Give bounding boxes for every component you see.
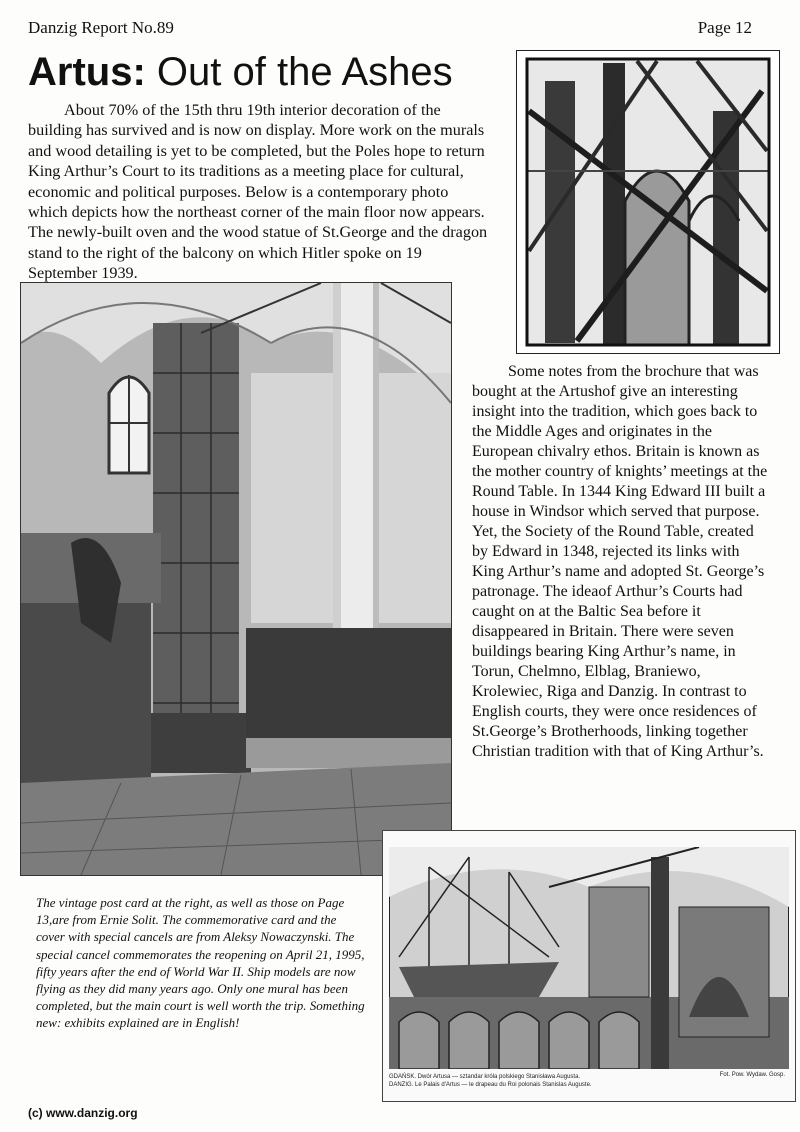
ruins-photo (516, 50, 780, 354)
postcard-caption (389, 1073, 689, 1089)
intro-text: About 70% of the 15th thru 19th interior decoration of the building has survived and is now on display. More work on the murals and wood detailing is yet to be completed, but the Poles hope to return King Arthur’s Court to its traditions as a meeting place for cultural, economic and political purposes. Below is a contemporary photo which depicts how the northeast corner of the main floor now appears. The newly-built oven and the wood statue of St.George and the dragon stand to the right of the balcony on which Hitler spoke on 19 September 1939. (28, 101, 488, 283)
photo-caption-text: The vintage post card at the right, as well as those on Page 13,are from Ernie Solit. The commemorative card and the cover with special cancels are from Aleksy Nowaczynski. The special cancel commemorates the reopening on April 21, 1995, fifty years after the end of World War II. Ship models are now flying as they did many years ago. Only one mural has been completed, but the main court is well worth the trip. Something new: exhibits explained are in English! (36, 895, 365, 1031)
vintage-postcard (382, 830, 796, 1102)
article-title (28, 48, 453, 96)
page-number: Page 12 (697, 18, 752, 37)
article-title-rest: Out of the Ashes (145, 50, 453, 94)
ruins-photo-image (517, 51, 779, 353)
postcard-image (389, 847, 789, 1069)
article-title-bold: Artus: (28, 50, 146, 94)
postcard-caption-line-2: DANZIG. Le Palais d'Artus — le drapeau du Roi polonais Stanislas Auguste. (389, 1082, 592, 1088)
photo-caption (36, 894, 368, 1032)
site-footer: (c) www.danzig.org (28, 1106, 138, 1120)
interior-photo (20, 282, 452, 876)
interior-photo-image (21, 283, 451, 875)
brochure-notes-text: Some notes from the brochure that was bought at the Artushof give an interesting insight into the tradition, which goes back to the Middle Ages and originates in the European chivalry ethos. Britain is known as the mother country of knights’ meetings at the Round Table. In 1344 King Edward III built a house in Windsor which served that purpose. Yet, the Society of the Round Table, created by Edward in 1348, rejected its links with King Arthur’s name and adopted St. George’s patronage. The ideaof Arthur’s Courts had caught on at the Baltic Sea before it disappeared in Britain. There were seven buildings bearing King Arthur’s name, in Torun, Chelmno, Elblag, Braniewo, Krolewiec, Riga and Danzig. In contrast to English courts, they were once residences of St.George’s Brotherhoods, linking together Christian tradition with that of King Arthur’s. (472, 363, 768, 760)
postcard-photo-credit: Fot. Pow. Wydaw. Gosp. (719, 1072, 785, 1078)
brochure-notes (472, 362, 772, 762)
postcard-caption-line-1: GDAŃSK. Dwór Artusa — sztandar króla polskiego Stanisława Augusta. (389, 1074, 581, 1080)
running-header-title: Danzig Report No.89 (28, 18, 174, 37)
intro-paragraph (28, 100, 490, 284)
